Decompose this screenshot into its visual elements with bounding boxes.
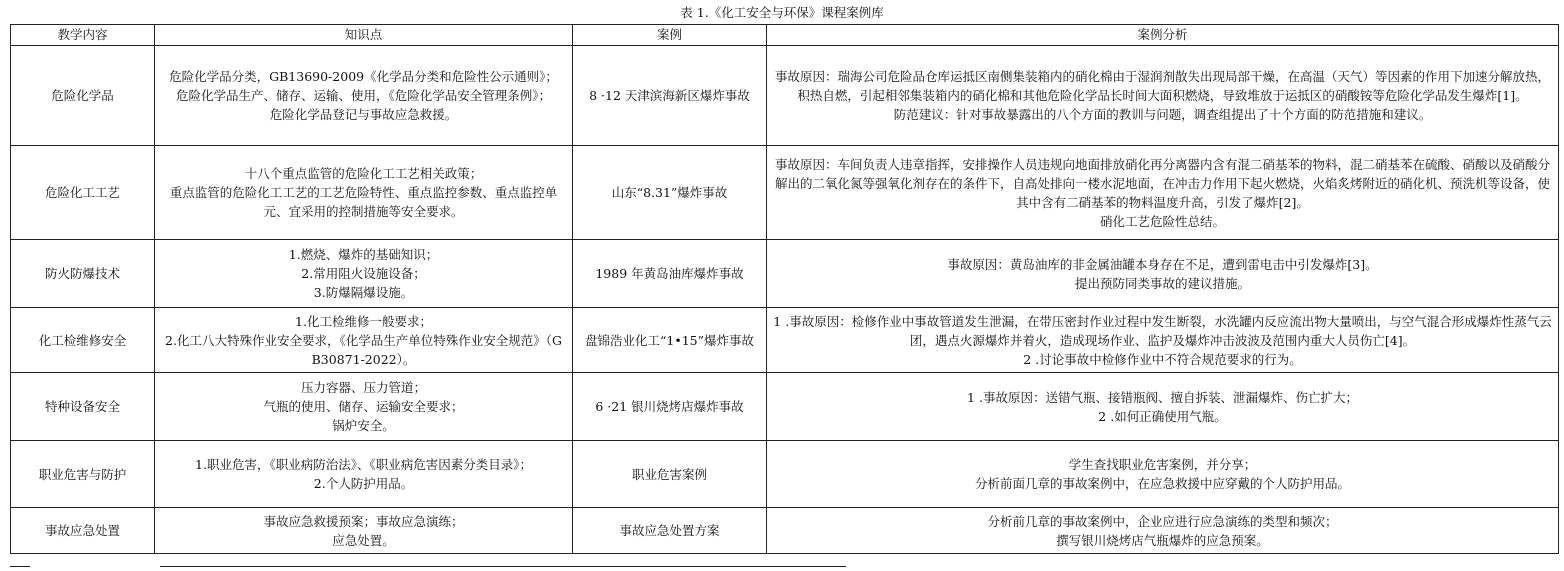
knowledge-line: 2.个人防护用品。 <box>313 476 414 491</box>
knowledge-line: 2.常用阻火设施设备； <box>301 266 426 281</box>
bottom-rule-middle <box>160 566 846 567</box>
cell-knowledge-points <box>155 240 573 308</box>
cell-teaching-content: 化工检维修安全 <box>11 308 155 373</box>
analysis-line: 事故原因：黄岛油库的非金属油罐本身存在不足，遭到雷电击中引发爆炸[3]。 <box>947 256 1378 272</box>
knowledge-line: 1.燃烧、爆炸的基础知识； <box>288 247 439 262</box>
bottom-rule-left <box>10 566 30 567</box>
analysis-line: 提出预防同类事故的建议措施。 <box>1074 275 1250 291</box>
cell-knowledge-points <box>155 508 573 554</box>
cell-teaching-content: 防火防爆技术 <box>11 240 155 308</box>
knowledge-line: 危险化学品登记与事故应急救援。 <box>269 107 458 122</box>
cell-case-analysis <box>767 46 1559 146</box>
knowledge-line: 重点监管的危险化工工艺的工艺危险特性、重点监控参数、重点监控单元、宜采用的控制措施等安全要求。 <box>169 185 558 219</box>
knowledge-line: 十八个重点监管的危险化工工艺相关政策； <box>244 166 483 181</box>
analysis-line: 学生查找职业危害案例，并分享； <box>1068 457 1257 472</box>
knowledge-line: 危险化学品生产、储存、运输、使用，《危险化学品安全管理条例》； <box>175 88 551 103</box>
header-teaching-content: 教学内容 <box>11 25 155 46</box>
cell-case: 1989 年黄岛油库爆炸事故 <box>573 240 767 308</box>
knowledge-line: 1.化工检维修一般要求； <box>295 313 432 329</box>
table-row <box>11 240 1559 308</box>
header-knowledge-points: 知识点 <box>155 25 573 46</box>
cell-case-analysis <box>767 508 1559 554</box>
cell-case-analysis <box>767 308 1559 373</box>
cell-case: 职业危害案例 <box>573 441 767 508</box>
analysis-line: 1 .事故原因：检修作业中事故管道发生泄漏，在带压密封作业过程中发生断裂，水洗罐内反应流出物大量喷出，与空气混合形成爆炸性蒸气云团，遇点火源爆炸并着火，造成现场作业、监护及爆炸冲击波波及范围内重大人员伤亡[4]。 <box>773 313 1552 348</box>
table-row <box>11 146 1559 240</box>
knowledge-line: 应急处置。 <box>332 532 395 548</box>
cell-knowledge-points <box>155 308 573 373</box>
table-row <box>11 308 1559 373</box>
cell-teaching-content: 职业危害与防护 <box>11 441 155 508</box>
analysis-line: 防范建议：针对事故暴露出的八个方面的教训与问题，调查组提出了十个方面的防范措施和建议。 <box>893 107 1432 122</box>
table-row <box>11 441 1559 508</box>
knowledge-line: 危险化学品分类，GB13690-2009《化学品分类和危险性公示通则》； <box>169 69 558 84</box>
cell-case: 8 ·12 天津滨海新区爆炸事故 <box>573 46 767 146</box>
knowledge-line: 压力容器、压力管道； <box>300 380 426 395</box>
knowledge-line: 3.防爆隔爆设施。 <box>313 285 414 300</box>
knowledge-line: 锅炉安全。 <box>332 418 395 433</box>
analysis-line: 事故原因：瑞海公司危险品仓库运抵区南侧集装箱内的硝化棉由于湿润剂散失出现局部干燥，在高温（天气）等因素的作用下加速分解放热，积热自燃，引起相邻集装箱内的硝化棉和其他危险化学品长时间大面积燃烧，导致堆放于运抵区的硝酸铵等危险化学品发生爆炸[1]。 <box>774 69 1550 103</box>
cell-knowledge-points <box>155 46 573 146</box>
cell-case-analysis <box>767 373 1559 441</box>
header-case-analysis: 案例分析 <box>767 25 1559 46</box>
analysis-line: 2 .讨论事故中检修作业中不符合规范要求的行为。 <box>1023 351 1302 367</box>
cell-teaching-content: 危险化工工艺 <box>11 146 155 240</box>
cell-case-analysis <box>767 441 1559 508</box>
table-row <box>11 373 1559 441</box>
cell-case-analysis <box>767 146 1559 240</box>
knowledge-line: 2.化工八大特殊作业安全要求，《化学品生产单位特殊作业安全规范》（GB30871-2022）。 <box>165 332 562 367</box>
analysis-line: 撰写银川烧烤店气瓶爆炸的应急预案。 <box>1056 532 1269 548</box>
cell-knowledge-points <box>155 373 573 441</box>
analysis-line: 分析前几章的事故案例中，企业应进行应急演练的类型和频次； <box>987 513 1338 529</box>
knowledge-line: 气瓶的使用、储存、运输安全要求； <box>263 399 464 414</box>
table-row <box>11 508 1559 554</box>
analysis-line: 分析前面几章的事故案例中，在应急救援中应穿戴的个人防护用品。 <box>974 476 1350 491</box>
knowledge-line: 1.职业危害，《职业病防治法》、《职业病危害因素分类目录》； <box>195 457 532 472</box>
cell-teaching-content: 危险化学品 <box>11 46 155 146</box>
cell-case: 事故应急处置方案 <box>573 508 767 554</box>
analysis-line: 硝化工艺危险性总结。 <box>1099 213 1225 229</box>
cell-case: 盘锦浩业化工“1•15”爆炸事故 <box>573 308 767 373</box>
table-row <box>11 46 1559 146</box>
header-row <box>11 25 1559 46</box>
header-case: 案例 <box>573 25 767 46</box>
cell-knowledge-points <box>155 146 573 240</box>
cell-case: 6 ·21 银川烧烤店爆炸事故 <box>573 373 767 441</box>
analysis-line: 事故原因：车间负责人违章指挥，安排操作人员违规向地面排放硝化再分离器内含有混二硝基苯的物料，混二硝基苯在硫酸、硝酸以及硝酸分解出的二氧化氮等强氧化剂存在的条件下，自高处排向一楼水泥地面，在冲击力作用下起火燃烧，火焰炙烤附近的硝化机、预洗机等设备，使其中含有二硝基苯的物料温度升高，引发了爆炸[2]。 <box>774 156 1550 210</box>
cell-knowledge-points <box>155 441 573 508</box>
cell-case-analysis <box>767 240 1559 308</box>
cell-teaching-content: 事故应急处置 <box>11 508 155 554</box>
case-library-table <box>10 24 1559 554</box>
analysis-line: 1 .事故原因：送错气瓶、接错瓶阀、擅自拆装、泄漏爆炸、伤亡扩大； <box>967 389 1358 405</box>
knowledge-line: 事故应急救援预案；事故应急演练； <box>263 513 464 529</box>
cell-case: 山东“8.31”爆炸事故 <box>573 146 767 240</box>
cell-teaching-content: 特种设备安全 <box>11 373 155 441</box>
analysis-line: 2 .如何正确使用气瓶。 <box>1098 408 1227 424</box>
table-caption: 表 1.《化工安全与环保》课程案例库 <box>680 5 884 20</box>
